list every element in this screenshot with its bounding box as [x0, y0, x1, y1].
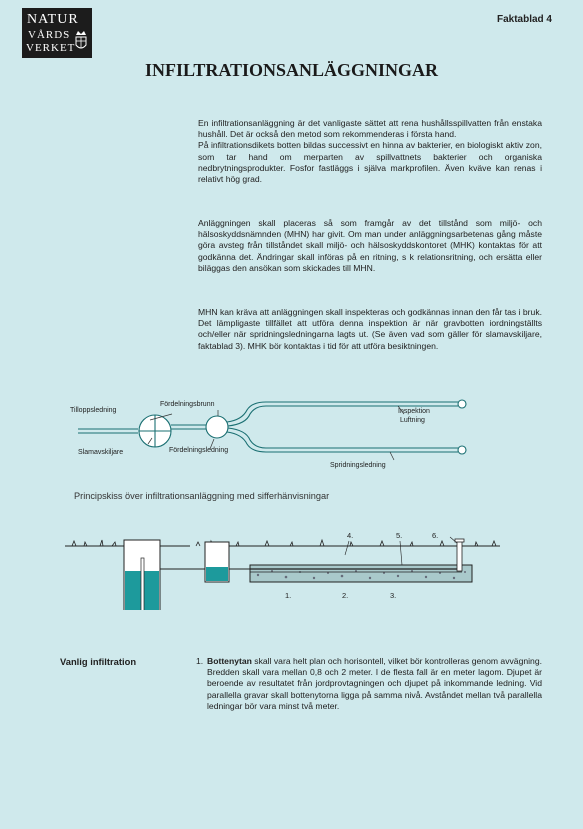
item-lead: Bottenytan [207, 656, 252, 666]
item-body [207, 656, 542, 712]
item-text: skall vara helt plan och horisontell, vilket bör kontrolleras genom avvägning. Bredden skall vara mellan 0,8 och 2 meter. I de flesta fall är en meter lagom. Djupet är beroende av resultatet från jordprovtagningen och djupet på inkommande ledning. Vid parallella gravar skall bottenytorna ligga på samma nivå. Avståndet mellan två parallella ledningar bör vara minst två meter. [207, 656, 542, 711]
number-3: 3. [390, 591, 397, 600]
label-fordelningsledning: Fördelningsledning [169, 447, 229, 454]
page-title: INFILTRATIONSANLÄGGNINGAR [144, 60, 439, 80]
list-item-bottenytan [196, 656, 542, 712]
section-heading: Vanlig infiltration [60, 656, 137, 667]
paragraph-2: På infiltrationsdikets botten bildas successivt en hinna av bakterier, en biologiskt aktiv zon, som tar hand om merparten av spillvattnets bakterier och organiska nedbrytningsprodukter. Fosfor fastläggs i själva markprofilen. Även kväve kan renas i relativt hög grad. [198, 140, 542, 185]
paragraph-4: MHN kan kräva att anläggningen skall inspekteras och godkännas innan den får tas i bruk. Det lämpligaste tillfället att utföra denna inspektion är när gravbotten iordningställts och/eller när spridningsledningarna lagts ut. (Se även vad som gäller för slamavskiljare, faktablad 3). MHK bör kontaktas i tid för att utföra besiktningen. [198, 307, 542, 351]
paragraph-1: En infiltrationsanläggning är det vanligaste sättet att rena hushållsspillvatten från enstaka hushåll. Det är också den metod som rekommenderas i första hand. [198, 118, 542, 140]
figure-caption: Principskiss över infiltrationsanläggning med sifferhänvisningar [74, 491, 330, 501]
crown-crest-icon [74, 29, 88, 53]
number-4: 4. [347, 531, 354, 540]
number-2: 2. [342, 591, 349, 600]
naturvardsverket-logo [22, 8, 92, 58]
label-fordelningsbrunn: Fördelningsbrunn [160, 401, 215, 408]
label-inspektion: Inspektion [398, 408, 430, 415]
logo-line-2: VÅRDS [28, 29, 71, 41]
placement-block [198, 218, 542, 274]
paragraph-3: Anläggningen skall placeras så som framgår av det tillstånd som miljö- och hälsoskyddsnämnden (MHN) har givit. Om man under anläggningsarbetenas gång måste göra avsteg från tillståndet skall miljö- och hälsoskyddskontoret (MHK) kontaktas för att godkänna det. Ändringar skall införas på en ritning, s k relationsritning, och ersätta eller biläggas den ansökan som skickades till MHN. [198, 218, 542, 273]
logo-line-3: VERKET [26, 42, 76, 54]
label-luftning: Luftning [400, 417, 425, 424]
label-slamavskiljare: Slamavskiljare [78, 449, 124, 456]
cross-section-diagram [60, 525, 520, 610]
intro-block [198, 118, 542, 185]
item-number: 1. [196, 656, 204, 666]
logo-line-1: NATUR [27, 12, 79, 27]
number-5: 5. [396, 531, 403, 540]
plan-view-diagram [60, 392, 530, 482]
number-1: 1. [285, 591, 292, 600]
number-6: 6. [432, 531, 439, 540]
label-tilloppsledning: Tilloppsledning [70, 407, 117, 414]
inspection-block [198, 307, 542, 352]
label-spridningsledning: Spridningsledning [330, 462, 386, 469]
fact-sheet-number: Faktablad 4 [496, 14, 552, 25]
